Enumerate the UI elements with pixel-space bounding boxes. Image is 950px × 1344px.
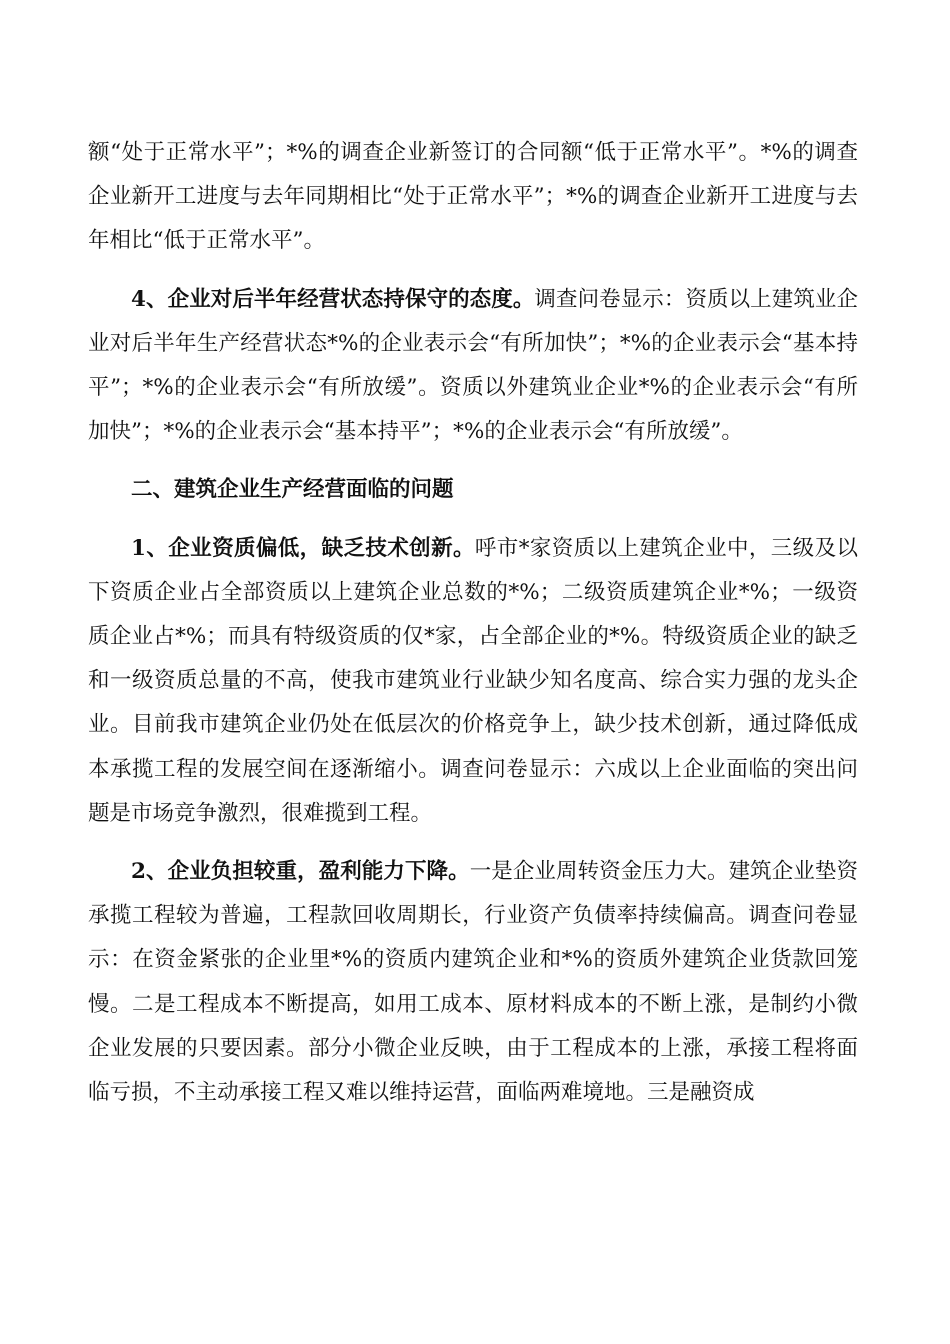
paragraph-text: 一是企业周转资金压力大。建筑企业垫资承揽工程较为普遍，工程款回收周期长，行业资产负债率持续偏高。调查问卷显示：在资金紧张的企业里*%的资质内建筑企业和*%的资质外建筑企业货款回笼慢。二是工程成本不断提高，如用工成本、原材料成本的不断上涨，是制约小微企业发展的只要因素。部分小微企业反映，由于工程成本的上涨，承接工程将面临亏损，不主动承接工程又难以维持运营，面临两难境地。三是融资成 <box>88 859 858 1106</box>
paragraph-lead: 4、企业对后半年经营状态持保守的态度。 <box>131 286 535 312</box>
document-page <box>88 131 858 1115</box>
paragraph-lead: 1、企业资质偏低，缺乏技术创新。 <box>131 535 475 561</box>
section-heading <box>88 468 858 512</box>
paragraph-item-4 <box>88 278 858 455</box>
paragraph-continued <box>88 131 858 264</box>
section-heading-text: 二、建筑企业生产经营面临的问题 <box>131 477 454 503</box>
paragraph-text: 额“处于正常水平”；*%的调查企业新签订的合同额“低于正常水平”。*%的调查企业新开工进度与去年同期相比“处于正常水平”；*%的调查企业新开工进度与去年相比“低于正常水平”。 <box>88 140 858 254</box>
paragraph-problem-2 <box>88 850 858 1115</box>
paragraph-lead: 2、企业负担较重，盈利能力下降。 <box>131 859 470 885</box>
paragraph-problem-1 <box>88 527 858 836</box>
paragraph-text: 调查问卷显示：资质以上建筑业企业对后半年生产经营状态*%的企业表示会“有所加快”；*%的企业表示会“基本持平”；*%的企业表示会“有所放缓”。资质以外建筑业企业*%的企业表示会“有所加快”；*%的企业表示会“基本持平”；*%的企业表示会“有所放缓”。 <box>88 286 858 445</box>
paragraph-text: 呼市*家资质以上建筑企业中，三级及以下资质企业占全部资质以上建筑企业总数的*%；二级资质建筑企业*%；一级资质企业占*%；而具有特级资质的仅*家，占全部企业的*%。特级资质企业的缺乏和一级资质总量的不高，使我市建筑业行业缺少知名度高、综合实力强的龙头企业。目前我市建筑企业仍处在低层次的价格竞争上，缺少技术创新，通过降低成本承揽工程的发展空间在逐渐缩小。调查问卷显示：六成以上企业面临的突出问题是市场竞争激烈，很难揽到工程。 <box>88 535 858 826</box>
